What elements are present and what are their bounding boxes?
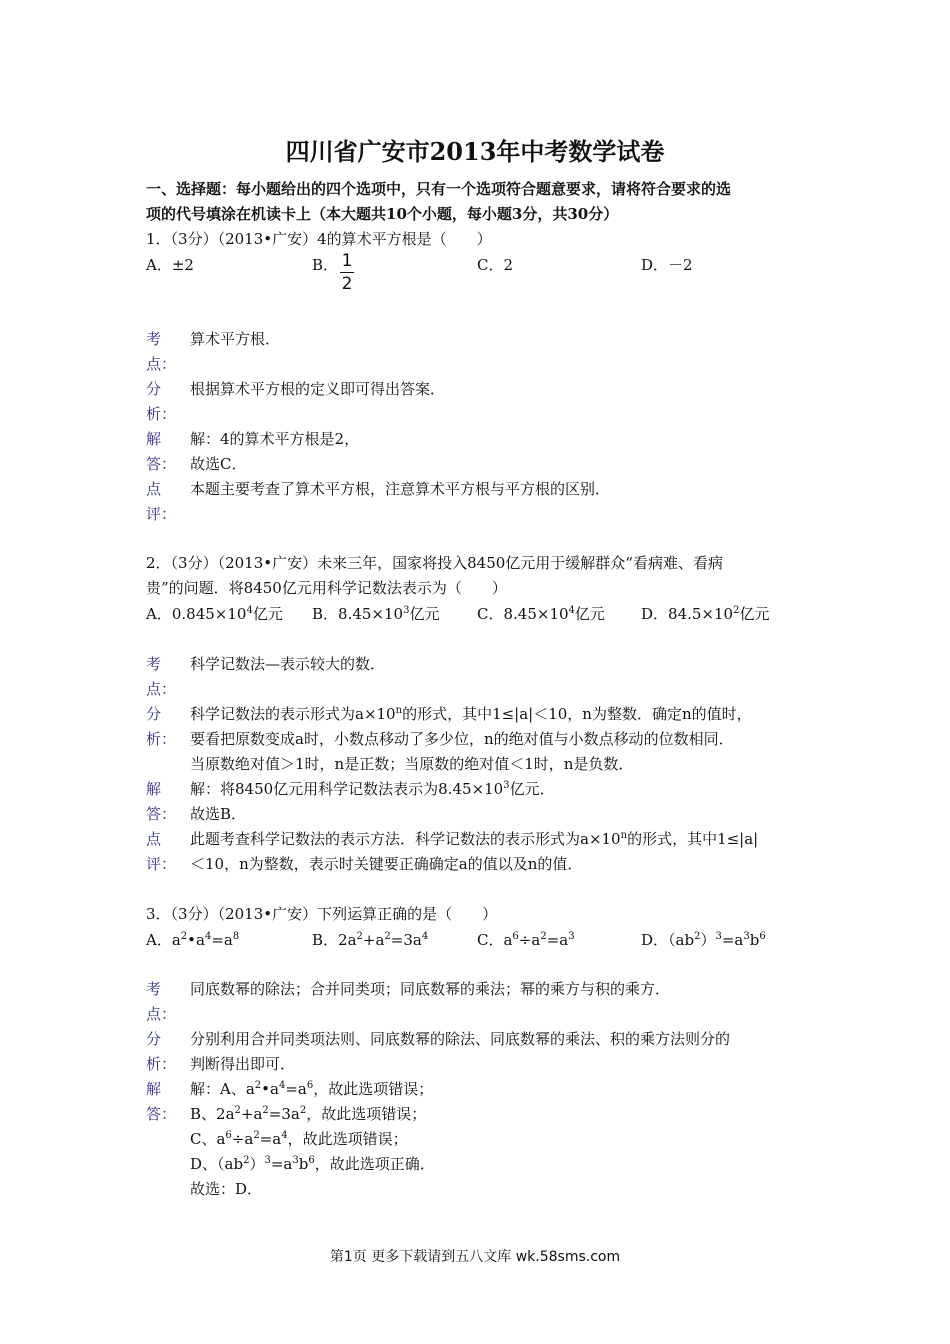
q3-kaodian-text: 同底数幂的除法；合并同类项；同底数幂的乘法；幂的乘方与积的乘方． <box>190 980 671 998</box>
q3-jieda-line-b: B、$2a^2+a^2=3a^2$，故此选项错误； <box>190 1105 427 1123</box>
q1-option-b-fraction <box>340 252 354 293</box>
q2-dianping-label-2: 评： <box>146 855 177 873</box>
q3-option-c: C．$a^6\div a^2=a^3$ <box>477 931 575 949</box>
q3-fenxi-line1: 分别利用合并同类项法则、同底数幂的除法、同底数幂的乘法、积的乘方法则分的 <box>190 1030 731 1048</box>
q3-jieda-line-a: 解：A、$a^2•a^4=a^6$，故此选项错误； <box>190 1080 434 1098</box>
q3-option-a: A．$a^2•a^4=a^8$ <box>146 931 240 949</box>
q3-fenxi-line2: 判断得出即可． <box>190 1055 296 1073</box>
page-footer: 第1页 更多下载请到五八文库 wk.58sms.com <box>329 1249 621 1265</box>
q2-kaodian-label-1: 考 <box>146 655 162 673</box>
q2-fenxi-label-1: 分 <box>146 705 162 723</box>
q2-jieda-label-2: 答： <box>146 805 177 823</box>
q2-jieda-label-1: 解 <box>146 780 162 798</box>
q1-jieda-line1: 解：4的算术平方根是2， <box>190 430 360 448</box>
q2-option-a: A．$0.845\times 10^4$亿元 <box>146 605 283 623</box>
q1-jieda-label-2: 答： <box>146 455 177 473</box>
q2-stem-line2: 贵”的问题．将8450亿元用科学记数法表示为（ ） <box>146 579 507 597</box>
q3-option-d: D．$(ab^2)^3=a^3b^6$ <box>641 931 766 949</box>
q1-kaodian-text: 算术平方根． <box>190 330 281 348</box>
q1-option-a: A．±2 <box>146 256 194 274</box>
q3-jieda-label-1: 解 <box>146 1080 162 1098</box>
q1-fenxi-label-2: 析： <box>146 405 177 423</box>
q2-stem-line1: 2．（3分）（2013•广安）未来三年，国家将投入8450亿元用于缓解群众“看病难、看病 <box>146 554 723 572</box>
q1-option-b: B． <box>312 256 339 274</box>
q2-kaodian-label-2: 点： <box>146 680 177 698</box>
q2-fenxi-line3: 当原数绝对值＞1时，n是正数；当原数的绝对值＜1时，n是负数． <box>190 755 634 773</box>
q1-fenxi-label-1: 分 <box>146 380 162 398</box>
q2-option-c: C．$8.45\times 10^4$亿元 <box>477 605 605 623</box>
q1-fenxi-text: 根据算术平方根的定义即可得出答案． <box>190 380 446 398</box>
fraction-bar <box>340 272 354 273</box>
q2-dianping-label-1: 点 <box>146 830 162 848</box>
q3-option-b: B．$2a^2+a^2=3a^4$ <box>312 931 429 949</box>
q2-fenxi-line1: 科学记数法的表示形式为$a\times 10^n$的形式，其中1≤|a|＜10，n为整数．确定n的值时， <box>190 705 752 723</box>
q1-jieda-line2: 故选C． <box>190 455 247 473</box>
q3-jieda-line-d: D、$(ab^2)^3=a^3b^6$，故此选项正确． <box>190 1155 435 1173</box>
q1-stem: 1．（3分）（2013•广安）4的算术平方根是（ ） <box>146 230 492 248</box>
q1-dianping-label-2: 评： <box>146 505 177 523</box>
q2-dianping-line2: ＜10，n为整数，表示时关键要正确确定a的值以及n的值． <box>190 855 583 873</box>
q1-dianping-label-1: 点 <box>146 480 162 498</box>
q3-fenxi-label-2: 析： <box>146 1055 177 1073</box>
section-instructions-line2: 项的代号填涂在机读卡上（本大题共10个小题，每小题3分，共30分） <box>146 205 619 223</box>
page-title: 四川省广安市2013年中考数学试卷 <box>285 137 665 166</box>
q2-jieda-line1: 解：将8450亿元用科学记数法表示为$8.45\times 10^3$亿元． <box>190 780 555 798</box>
q3-stem: 3．（3分）（2013•广安）下列运算正确的是（ ） <box>146 905 498 923</box>
q3-jieda-label-2: 答： <box>146 1105 177 1123</box>
fraction-numerator: 1 <box>341 251 353 271</box>
q2-kaodian-text: 科学记数法—表示较大的数． <box>190 655 386 673</box>
q1-jieda-label-1: 解 <box>146 430 162 448</box>
q2-option-d: D．$84.5\times 10^2$亿元 <box>641 605 770 623</box>
q1-kaodian-label-1: 考 <box>146 330 162 348</box>
q2-dianping-line1: 此题考查科学记数法的表示方法．科学记数法的表示形式为$a\times 10^n$的形式，其中1≤|a| <box>190 830 759 848</box>
q1-kaodian-label-2: 点： <box>146 355 177 373</box>
q3-jieda-line-c: C、$a^6\div a^2=a^4$，故此选项错误； <box>190 1130 408 1148</box>
fraction-denominator: 2 <box>341 274 353 294</box>
q1-dianping-text: 本题主要考查了算术平方根，注意算术平方根与平方根的区别． <box>190 480 611 498</box>
q1-option-d: D．－2 <box>641 256 693 274</box>
q2-fenxi-label-2: 析： <box>146 730 177 748</box>
q2-option-b: B．$8.45\times 10^3$亿元 <box>312 605 440 623</box>
q1-option-c: C．2 <box>477 256 514 274</box>
q3-fenxi-label-1: 分 <box>146 1030 162 1048</box>
q3-kaodian-label-2: 点： <box>146 1005 177 1023</box>
q2-jieda-line2: 故选B． <box>190 805 247 823</box>
q3-jieda-line-end: 故选：D． <box>190 1180 263 1198</box>
q2-fenxi-line2: 要看把原数变成a时，小数点移动了多少位，n的绝对值与小数点移动的位数相同． <box>190 730 734 748</box>
section-instructions-line1: 一、选择题：每小题给出的四个选项中，只有一个选项符合题意要求，请将符合要求的选 <box>146 180 732 198</box>
q3-kaodian-label-1: 考 <box>146 980 162 998</box>
